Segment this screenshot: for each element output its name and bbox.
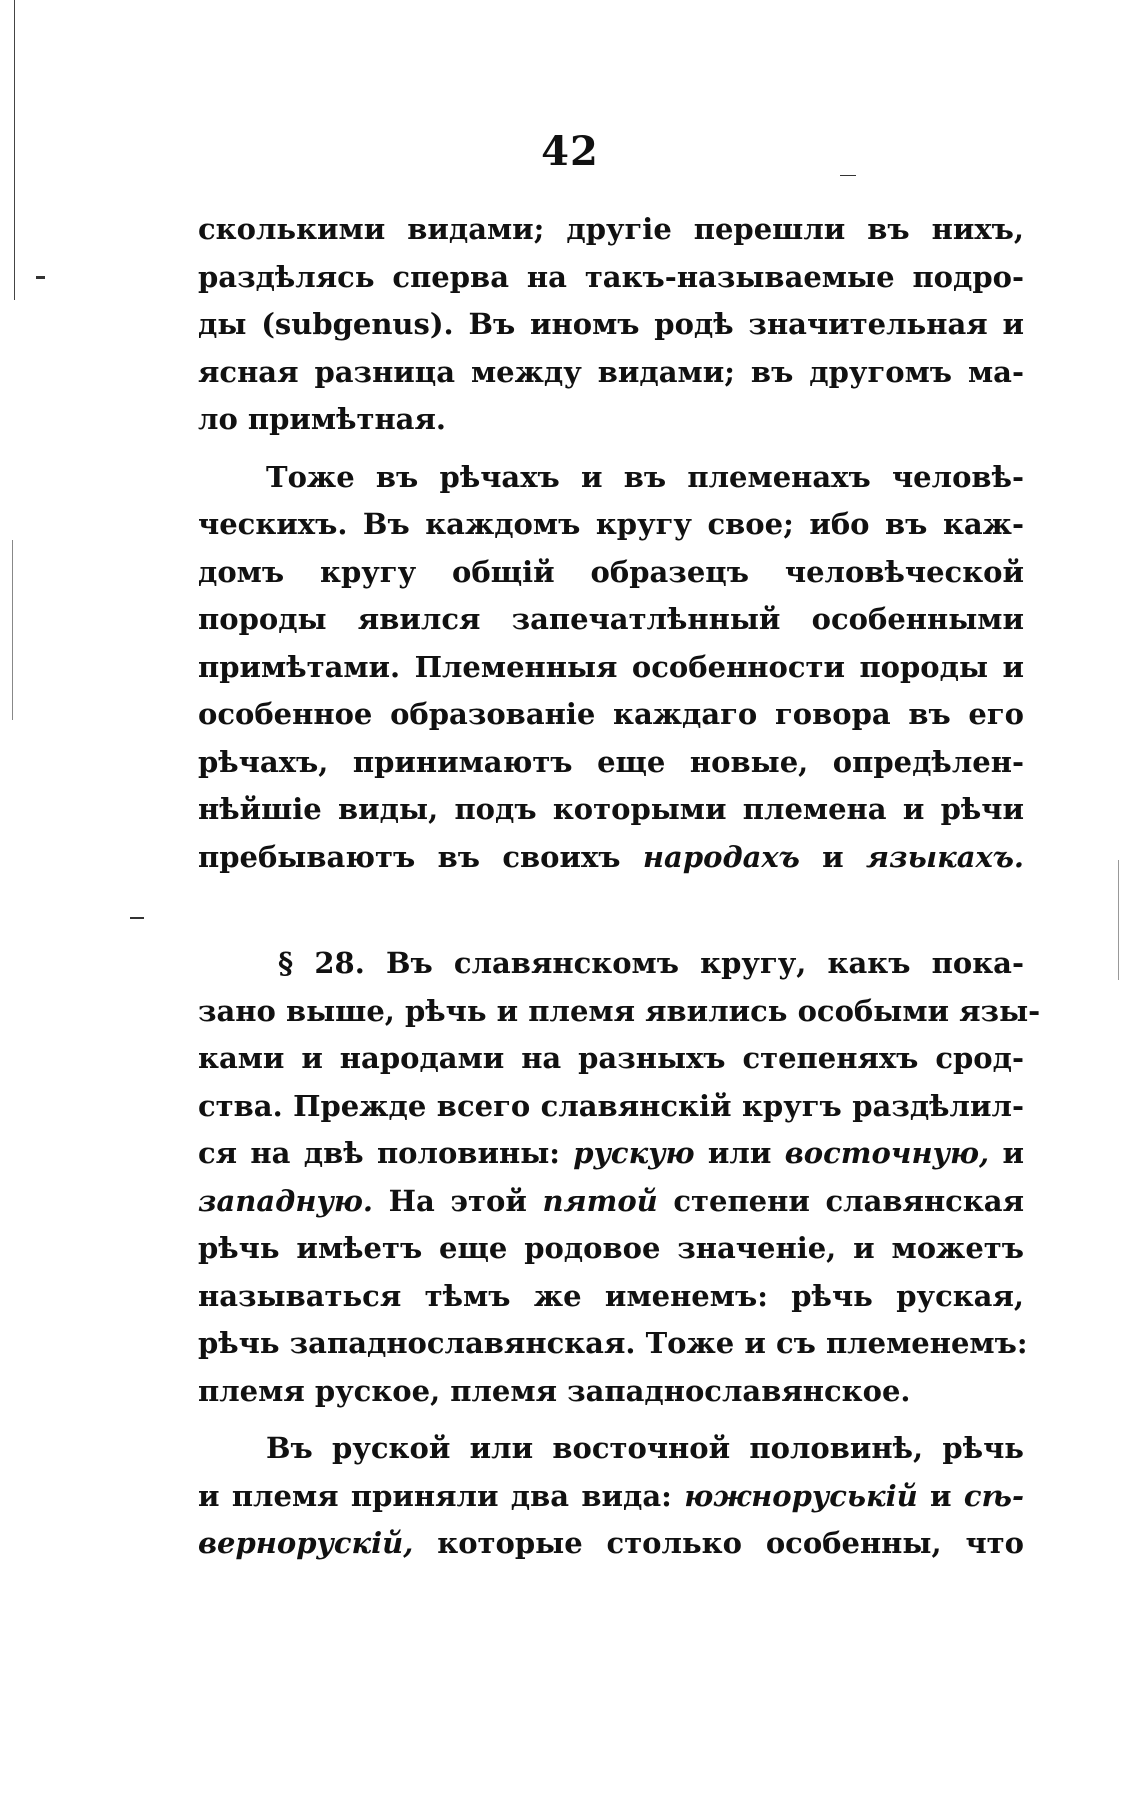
italic-term: южноруській: [684, 1478, 918, 1513]
scan-speck: [840, 175, 856, 176]
text-line: [198, 1473, 1024, 1521]
text-line: особенное образованіе каждаго говора въ его: [198, 697, 1024, 731]
section-heading-line: [198, 940, 1024, 988]
text-block-continuation: [198, 206, 1024, 881]
text-line: Тоже въ рѣчахъ и въ племенахъ человѣ-: [266, 459, 1024, 494]
text-run: или: [694, 1136, 785, 1170]
text-line: породы явился запечатлѣнный особенными: [198, 602, 1024, 636]
text-line: Въ руской или восточной половинѣ, рѣчь: [266, 1431, 1024, 1465]
text-line: ды (subgenus). Въ иномъ родѣ значительная и: [198, 307, 1024, 341]
text-line: называться тѣмъ же именемъ: рѣчь руская,: [198, 1278, 1024, 1313]
text-run: На этой: [372, 1183, 543, 1218]
text-run: пребываютъ въ своихъ: [198, 839, 643, 874]
italic-term: пятой: [542, 1183, 658, 1218]
text-line: [198, 1130, 1024, 1178]
text-line: ясная разница между видами; въ другомъ ма-: [198, 354, 1024, 389]
text-line: сколькими видами; другіе перешли въ нихъ,: [198, 212, 1024, 246]
text-block-section-28: [198, 940, 1041, 1568]
text-line: [198, 834, 1024, 882]
text-line: рѣчахъ, принимаютъ еще новые, опредѣлен-: [198, 744, 1024, 779]
italic-term: рускую: [573, 1136, 695, 1170]
text-run: и: [799, 839, 867, 874]
text-line: рѣчь имѣетъ еще родовое значеніе, и можетъ: [198, 1231, 1024, 1265]
text-line: ками и народами на разныхъ степеняхъ срод-: [198, 1041, 1024, 1075]
text-line: раздѣлясь сперва на такъ-называемые подро-: [198, 259, 1024, 294]
scan-edge-line: [12, 540, 13, 720]
text-run: и: [917, 1478, 964, 1513]
section-mark: § 28.: [278, 946, 365, 980]
text-run: степени славянская: [657, 1183, 1024, 1218]
text-line: зано выше, рѣчь и племя явились особыми язы-: [198, 993, 1041, 1028]
italic-term: вернорускій,: [198, 1526, 414, 1560]
text-run: и племя приняли два вида:: [198, 1478, 685, 1513]
italic-term: языкахъ.: [866, 839, 1025, 874]
scan-speck: [36, 276, 45, 279]
italic-term: восточную,: [784, 1136, 990, 1170]
text-line: ческихъ. Въ каждомъ кругу свое; ибо въ каж-: [198, 507, 1024, 541]
text-run: и: [989, 1136, 1024, 1170]
text-line: ства. Прежде всего славянскій кругъ раздѣлил-: [198, 1088, 1024, 1123]
text-run: ся на двѣ половины:: [198, 1136, 574, 1170]
text-line: [198, 1178, 1024, 1226]
scan-edge-line: [1118, 860, 1119, 980]
italic-term: народахъ: [642, 839, 800, 874]
text-run: которые столько особенны, что: [413, 1526, 1024, 1560]
italic-term: западную.: [198, 1183, 373, 1218]
text-line: ло примѣтная.: [198, 402, 446, 436]
text-run: Въ славянскомъ кругу, какъ пока-: [364, 946, 1024, 980]
text-line: племя руское, племя западнославянское.: [198, 1373, 911, 1408]
text-line: [198, 1520, 1024, 1568]
text-line: рѣчь западнославянская. Тоже и съ племенемъ:: [198, 1326, 1028, 1360]
page-number: 42: [541, 128, 599, 175]
scan-speck: [130, 917, 144, 919]
text-line: примѣтами. Племенныя особенности породы и: [198, 649, 1024, 684]
text-line: нѣйшіе виды, подъ которыми племена и рѣчи: [198, 792, 1024, 826]
italic-term: сѣ-: [963, 1478, 1024, 1513]
text-line: домъ кругу общій образецъ человѣческой: [198, 554, 1024, 589]
